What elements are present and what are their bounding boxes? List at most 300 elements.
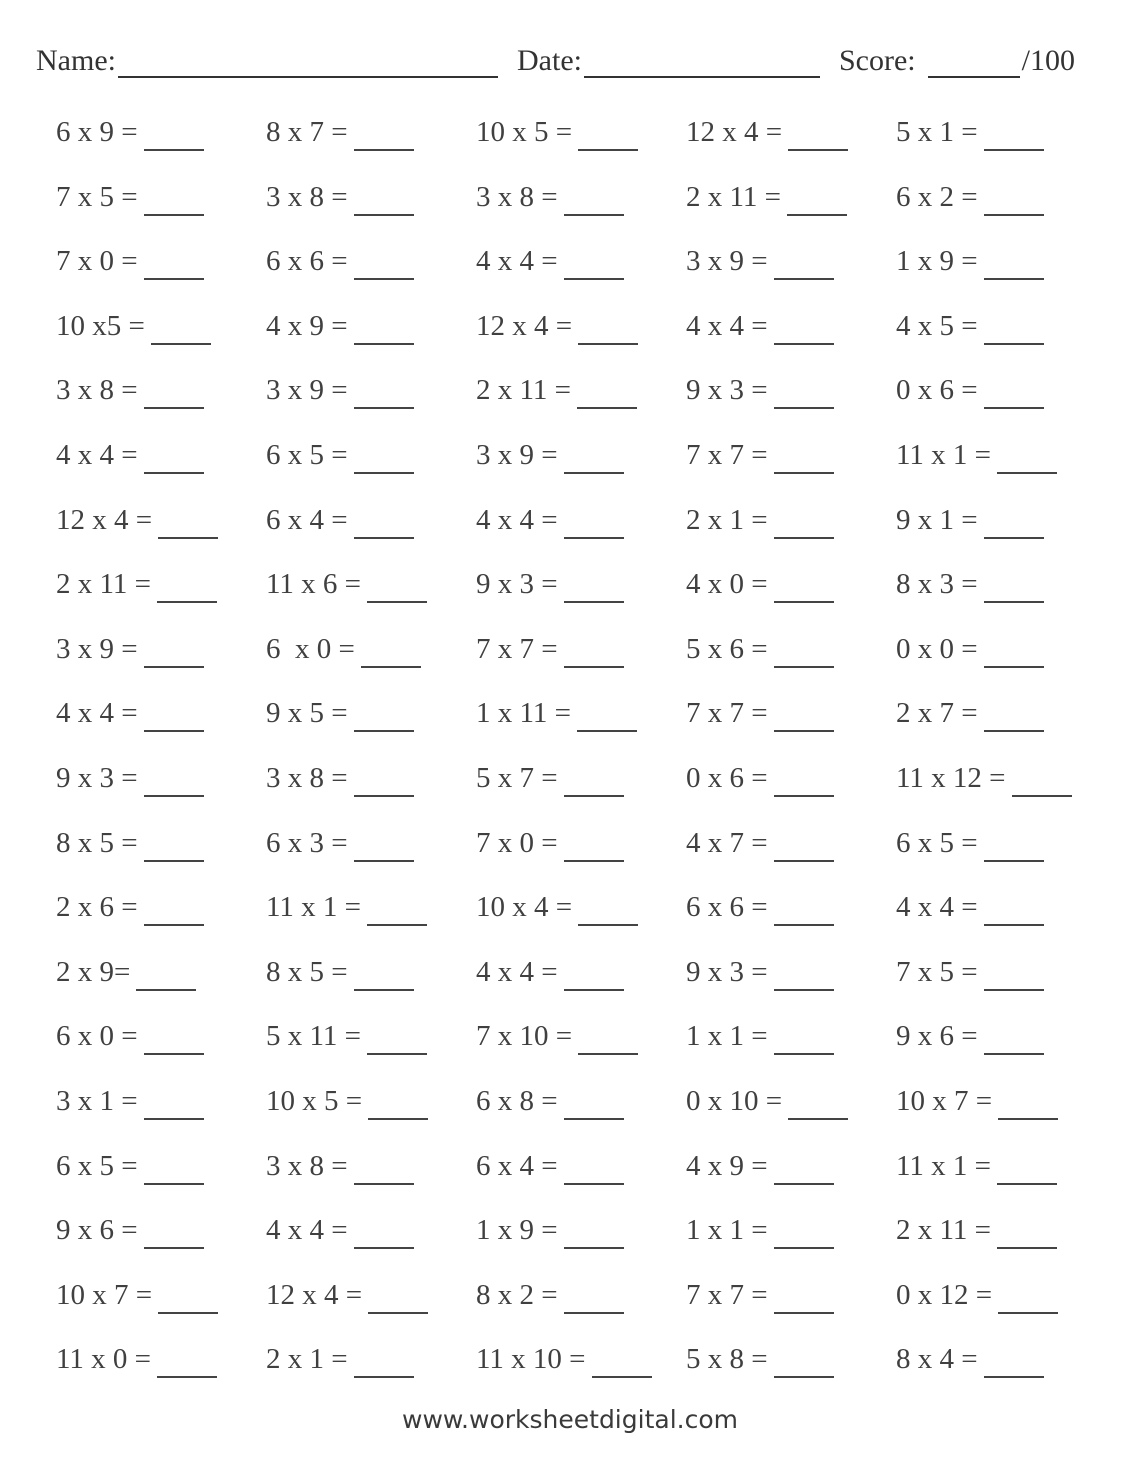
problem-text: 4 x 5 = <box>896 309 978 342</box>
problem-text: 3 x 9 = <box>686 245 768 278</box>
problem-item <box>686 956 896 1000</box>
answer-blank[interactable] <box>151 310 211 345</box>
answer-blank[interactable] <box>578 891 638 926</box>
problem-item <box>476 374 686 418</box>
problem-text: 4 x 4 = <box>56 697 138 730</box>
problem-text: 8 x 4 = <box>896 1343 978 1376</box>
problem-item <box>56 891 266 935</box>
answer-blank[interactable] <box>564 827 624 862</box>
answer-blank[interactable] <box>144 1085 204 1120</box>
problem-text: 6 x 4 = <box>476 1149 558 1182</box>
problem-item <box>266 1343 476 1387</box>
problem-text: 1 x 1 = <box>686 1020 768 1053</box>
answer-blank[interactable] <box>354 181 414 216</box>
problem-item <box>686 310 896 354</box>
problem-item <box>686 633 896 677</box>
answer-blank[interactable] <box>774 956 834 991</box>
problem-grid <box>56 116 1116 1408</box>
problem-text: 12 x 4 = <box>476 309 573 342</box>
problem-text: 0 x 10 = <box>686 1084 783 1117</box>
problem-item <box>56 504 266 548</box>
problem-text: 2 x 9= <box>56 955 131 988</box>
problem-item <box>266 1020 476 1064</box>
answer-blank[interactable] <box>984 633 1044 668</box>
problem-text: 0 x 6 = <box>686 761 768 794</box>
answer-blank[interactable] <box>354 374 414 409</box>
problem-text: 7 x 10 = <box>476 1020 573 1053</box>
answer-blank[interactable] <box>577 697 637 732</box>
problem-item <box>896 245 1116 289</box>
answer-blank[interactable] <box>984 697 1044 732</box>
problem-text: 2 x 11 = <box>56 568 152 601</box>
problem-text: 7 x 7 = <box>686 1278 768 1311</box>
problem-item <box>476 1343 686 1387</box>
footer-url: www.worksheetdigital.com <box>402 1405 738 1434</box>
problem-item <box>56 1279 266 1323</box>
answer-blank[interactable] <box>354 310 414 345</box>
answer-blank[interactable] <box>157 568 217 603</box>
worksheet-header <box>36 40 1096 86</box>
problem-text: 4 x 9 = <box>266 309 348 342</box>
problem-item <box>686 1343 896 1387</box>
answer-blank[interactable] <box>564 439 624 474</box>
score-total: /100 <box>1021 44 1075 77</box>
problem-text: 6 x 0 = <box>266 632 355 665</box>
problem-item <box>266 439 476 483</box>
problem-text: 6 x 8 = <box>476 1084 558 1117</box>
problem-item <box>686 1279 896 1323</box>
problem-text: 4 x 4 = <box>476 955 558 988</box>
answer-blank[interactable] <box>564 1150 624 1185</box>
answer-blank[interactable] <box>997 439 1057 474</box>
answer-blank[interactable] <box>354 116 414 151</box>
problem-item <box>266 633 476 677</box>
answer-blank[interactable] <box>774 568 834 603</box>
problem-text: 10 x5 = <box>56 309 145 342</box>
problem-text: 10 x 7 = <box>56 1278 153 1311</box>
problem-item <box>266 310 476 354</box>
problem-item <box>476 181 686 225</box>
answer-blank[interactable] <box>144 181 204 216</box>
problem-item <box>56 956 266 1000</box>
date-field[interactable] <box>517 40 820 78</box>
score-blank-line[interactable] <box>928 40 1020 78</box>
answer-blank[interactable] <box>564 762 624 797</box>
answer-blank[interactable] <box>144 116 204 151</box>
problem-text: 5 x 1 = <box>896 116 978 148</box>
problem-item <box>896 568 1116 612</box>
answer-blank[interactable] <box>354 762 414 797</box>
problem-item <box>266 568 476 612</box>
problem-item <box>896 310 1116 354</box>
answer-blank[interactable] <box>354 439 414 474</box>
problem-text: 5 x 8 = <box>686 1343 768 1376</box>
problem-text: 2 x 6 = <box>56 891 138 924</box>
answer-blank[interactable] <box>144 1020 204 1055</box>
problem-item <box>56 827 266 871</box>
problem-text: 5 x 11 = <box>266 1020 362 1053</box>
problem-item <box>686 827 896 871</box>
answer-blank[interactable] <box>1012 762 1072 797</box>
answer-blank[interactable] <box>774 891 834 926</box>
problem-item <box>266 827 476 871</box>
answer-blank[interactable] <box>984 1343 1044 1378</box>
answer-blank[interactable] <box>577 374 637 409</box>
answer-blank[interactable] <box>144 439 204 474</box>
answer-blank[interactable] <box>354 504 414 539</box>
problem-text: 6 x 5 = <box>56 1149 138 1182</box>
problem-text: 2 x 7 = <box>896 697 978 730</box>
answer-blank[interactable] <box>774 633 834 668</box>
problem-item <box>266 374 476 418</box>
problem-item <box>476 245 686 289</box>
problem-item <box>56 633 266 677</box>
problem-text: 10 x 5 = <box>266 1084 363 1117</box>
problem-item <box>476 1279 686 1323</box>
problem-text: 3 x 8 = <box>56 374 138 407</box>
problem-item <box>266 1150 476 1194</box>
answer-blank[interactable] <box>984 245 1044 280</box>
name-field[interactable] <box>36 40 498 78</box>
problem-text: 4 x 4 = <box>476 245 558 278</box>
answer-blank[interactable] <box>354 827 414 862</box>
problem-item <box>476 504 686 548</box>
score-label: Score: <box>839 44 916 77</box>
answer-blank[interactable] <box>564 1214 624 1249</box>
answer-blank[interactable] <box>367 1020 427 1055</box>
problem-item <box>476 762 686 806</box>
problem-item <box>266 891 476 935</box>
answer-blank[interactable] <box>984 181 1044 216</box>
problem-text: 1 x 1 = <box>686 1214 768 1247</box>
problem-text: 9 x 3 = <box>56 761 138 794</box>
problem-text: 1 x 11 = <box>476 697 572 730</box>
problem-item <box>56 245 266 289</box>
problem-text: 11 x 6 = <box>266 568 362 601</box>
answer-blank[interactable] <box>158 504 218 539</box>
problem-item <box>476 1020 686 1064</box>
problem-text: 4 x 4 = <box>56 438 138 471</box>
problem-item <box>56 310 266 354</box>
problem-text: 9 x 6 = <box>56 1214 138 1247</box>
problem-item <box>476 568 686 612</box>
answer-blank[interactable] <box>144 827 204 862</box>
problem-text: 8 x 7 = <box>266 116 348 148</box>
answer-blank[interactable] <box>354 956 414 991</box>
problem-item <box>896 827 1116 871</box>
answer-blank[interactable] <box>578 1020 638 1055</box>
problem-item <box>896 1150 1116 1194</box>
answer-blank[interactable] <box>144 374 204 409</box>
problem-text: 11 x 0 = <box>56 1343 152 1376</box>
problem-text: 4 x 9 = <box>686 1149 768 1182</box>
answer-blank[interactable] <box>774 762 834 797</box>
answer-blank[interactable] <box>367 568 427 603</box>
answer-blank[interactable] <box>144 633 204 668</box>
problem-item <box>476 1085 686 1129</box>
problem-text: 7 x 5 = <box>56 180 138 213</box>
problem-text: 4 x 4 = <box>896 891 978 924</box>
answer-blank[interactable] <box>144 1214 204 1249</box>
problem-text: 5 x 6 = <box>686 632 768 665</box>
problem-item <box>896 181 1116 225</box>
answer-blank[interactable] <box>984 891 1044 926</box>
problem-item <box>686 245 896 289</box>
problem-item <box>896 439 1116 483</box>
problem-text: 10 x 4 = <box>476 891 573 924</box>
answer-blank[interactable] <box>984 1020 1044 1055</box>
problem-item <box>266 1085 476 1129</box>
answer-blank[interactable] <box>788 116 848 151</box>
problem-item <box>896 956 1116 1000</box>
answer-blank[interactable] <box>354 1150 414 1185</box>
problem-item <box>686 116 896 160</box>
problem-text: 11 x 1 = <box>896 1149 992 1182</box>
problem-text: 2 x 11 = <box>896 1214 992 1247</box>
answer-blank[interactable] <box>774 1279 834 1314</box>
answer-blank[interactable] <box>354 1214 414 1249</box>
problem-text: 7 x 7 = <box>686 438 768 471</box>
problem-text: 6 x 6 = <box>686 891 768 924</box>
answer-blank[interactable] <box>984 568 1044 603</box>
answer-blank[interactable] <box>774 1020 834 1055</box>
problem-text: 4 x 4 = <box>476 503 558 536</box>
answer-blank[interactable] <box>774 827 834 862</box>
answer-blank[interactable] <box>998 1279 1058 1314</box>
answer-blank[interactable] <box>774 1150 834 1185</box>
problem-item <box>56 697 266 741</box>
problem-text: 11 x 12 = <box>896 761 1006 794</box>
date-label: Date: <box>517 44 582 77</box>
problem-item <box>476 116 686 160</box>
problem-text: 1 x 9 = <box>476 1214 558 1247</box>
answer-blank[interactable] <box>997 1150 1057 1185</box>
problem-text: 4 x 7 = <box>686 826 768 859</box>
problem-text: 10 x 5 = <box>476 116 573 148</box>
answer-blank[interactable] <box>564 504 624 539</box>
answer-blank[interactable] <box>564 1279 624 1314</box>
problem-item <box>56 762 266 806</box>
problem-text: 8 x 3 = <box>896 568 978 601</box>
problem-text: 6 x 5 = <box>896 826 978 859</box>
problem-text: 12 x 4 = <box>266 1278 363 1311</box>
problem-text: 3 x 1 = <box>56 1084 138 1117</box>
problem-item <box>266 181 476 225</box>
problem-text: 3 x 8 = <box>266 180 348 213</box>
answer-blank[interactable] <box>984 310 1044 345</box>
problem-item <box>56 1085 266 1129</box>
name-label: Name: <box>36 44 116 77</box>
problem-text: 4 x 0 = <box>686 568 768 601</box>
problem-text: 12 x 4 = <box>686 116 783 148</box>
problem-text: 9 x 6 = <box>896 1020 978 1053</box>
problem-item <box>896 762 1116 806</box>
problem-item <box>56 116 266 160</box>
problem-text: 7 x 0 = <box>476 826 558 859</box>
date-blank-line[interactable] <box>584 40 820 78</box>
problem-text: 2 x 1 = <box>686 503 768 536</box>
answer-blank[interactable] <box>774 697 834 732</box>
problem-text: 10 x 7 = <box>896 1084 993 1117</box>
answer-blank[interactable] <box>984 374 1044 409</box>
answer-blank[interactable] <box>564 245 624 280</box>
problem-item <box>896 697 1116 741</box>
answer-blank[interactable] <box>564 1085 624 1120</box>
answer-blank[interactable] <box>984 956 1044 991</box>
problem-item <box>56 439 266 483</box>
answer-blank[interactable] <box>984 504 1044 539</box>
problem-text: 9 x 3 = <box>686 374 768 407</box>
problem-item <box>266 762 476 806</box>
answer-blank[interactable] <box>787 181 847 216</box>
problem-item <box>686 697 896 741</box>
problem-item <box>476 439 686 483</box>
problem-text: 6 x 6 = <box>266 245 348 278</box>
problem-item <box>896 504 1116 548</box>
problem-text: 6 x 5 = <box>266 438 348 471</box>
problem-text: 7 x 5 = <box>896 955 978 988</box>
problem-text: 8 x 2 = <box>476 1278 558 1311</box>
answer-blank[interactable] <box>354 245 414 280</box>
problem-item <box>266 245 476 289</box>
answer-blank[interactable] <box>984 116 1044 151</box>
problem-item <box>686 568 896 612</box>
problem-item <box>266 504 476 548</box>
problem-item <box>686 374 896 418</box>
name-blank-line[interactable] <box>118 40 498 78</box>
answer-blank[interactable] <box>144 1150 204 1185</box>
problem-item <box>476 827 686 871</box>
answer-blank[interactable] <box>368 1279 428 1314</box>
answer-blank[interactable] <box>354 697 414 732</box>
answer-blank[interactable] <box>144 891 204 926</box>
problem-item <box>476 1214 686 1258</box>
answer-blank[interactable] <box>774 310 834 345</box>
problem-text: 11 x 10 = <box>476 1343 586 1376</box>
problem-text: 8 x 5 = <box>56 826 138 859</box>
problem-item <box>896 1085 1116 1129</box>
problem-item <box>266 116 476 160</box>
problem-item <box>896 116 1116 160</box>
problem-item <box>476 1150 686 1194</box>
problem-item <box>896 633 1116 677</box>
answer-blank[interactable] <box>564 181 624 216</box>
answer-blank[interactable] <box>361 633 421 668</box>
answer-blank[interactable] <box>592 1343 652 1378</box>
problem-item <box>266 956 476 1000</box>
problem-item <box>686 1020 896 1064</box>
answer-blank[interactable] <box>367 891 427 926</box>
answer-blank[interactable] <box>144 762 204 797</box>
answer-blank[interactable] <box>774 1343 834 1378</box>
problem-item <box>476 697 686 741</box>
problem-item <box>686 504 896 548</box>
answer-blank[interactable] <box>578 116 638 151</box>
answer-blank[interactable] <box>354 1343 414 1378</box>
problem-text: 3 x 8 = <box>476 180 558 213</box>
problem-text: 4 x 4 = <box>686 309 768 342</box>
problem-text: 9 x 3 = <box>476 568 558 601</box>
problem-item <box>686 1214 896 1258</box>
problem-text: 0 x 0 = <box>896 632 978 665</box>
problem-text: 4 x 4 = <box>266 1214 348 1247</box>
problem-text: 2 x 11 = <box>686 180 782 213</box>
problem-text: 6 x 0 = <box>56 1020 138 1053</box>
answer-blank[interactable] <box>998 1085 1058 1120</box>
answer-blank[interactable] <box>144 697 204 732</box>
answer-blank[interactable] <box>984 827 1044 862</box>
answer-blank[interactable] <box>774 1214 834 1249</box>
answer-blank[interactable] <box>368 1085 428 1120</box>
problem-text: 9 x 5 = <box>266 697 348 730</box>
problem-text: 8 x 5 = <box>266 955 348 988</box>
answer-blank[interactable] <box>774 504 834 539</box>
answer-blank[interactable] <box>564 956 624 991</box>
problem-item <box>896 1214 1116 1258</box>
answer-blank[interactable] <box>564 633 624 668</box>
score-field[interactable] <box>839 40 1075 78</box>
answer-blank[interactable] <box>564 568 624 603</box>
answer-blank[interactable] <box>774 374 834 409</box>
problem-item <box>896 891 1116 935</box>
problem-item <box>896 1279 1116 1323</box>
problem-text: 3 x 8 = <box>266 1149 348 1182</box>
problem-item <box>56 1343 266 1387</box>
answer-blank[interactable] <box>774 439 834 474</box>
problem-text: 7 x 0 = <box>56 245 138 278</box>
problem-item <box>266 1279 476 1323</box>
problem-item <box>686 1150 896 1194</box>
problem-text: 11 x 1 = <box>896 438 992 471</box>
problem-item <box>56 181 266 225</box>
problem-text: 3 x 8 = <box>266 761 348 794</box>
problem-item <box>56 1020 266 1064</box>
problem-text: 3 x 9 = <box>266 374 348 407</box>
answer-blank[interactable] <box>774 245 834 280</box>
problem-item <box>686 1085 896 1129</box>
answer-blank[interactable] <box>136 956 196 991</box>
answer-blank[interactable] <box>788 1085 848 1120</box>
answer-blank[interactable] <box>158 1279 218 1314</box>
problem-item <box>896 374 1116 418</box>
problem-text: 2 x 1 = <box>266 1343 348 1376</box>
problem-text: 9 x 1 = <box>896 503 978 536</box>
problem-item <box>56 1214 266 1258</box>
problem-item <box>266 697 476 741</box>
problem-item <box>56 568 266 612</box>
answer-blank[interactable] <box>157 1343 217 1378</box>
problem-item <box>266 1214 476 1258</box>
problem-text: 6 x 4 = <box>266 503 348 536</box>
answer-blank[interactable] <box>578 310 638 345</box>
problem-text: 0 x 6 = <box>896 374 978 407</box>
problem-text: 11 x 1 = <box>266 891 362 924</box>
problem-item <box>686 439 896 483</box>
problem-item <box>56 374 266 418</box>
problem-item <box>686 181 896 225</box>
answer-blank[interactable] <box>144 245 204 280</box>
problem-text: 1 x 9 = <box>896 245 978 278</box>
problem-text: 2 x 11 = <box>476 374 572 407</box>
answer-blank[interactable] <box>997 1214 1057 1249</box>
problem-text: 3 x 9 = <box>476 438 558 471</box>
problem-text: 5 x 7 = <box>476 761 558 794</box>
problem-text: 12 x 4 = <box>56 503 153 536</box>
problem-item <box>476 310 686 354</box>
problem-item <box>896 1020 1116 1064</box>
problem-text: 6 x 2 = <box>896 180 978 213</box>
problem-text: 0 x 12 = <box>896 1278 993 1311</box>
